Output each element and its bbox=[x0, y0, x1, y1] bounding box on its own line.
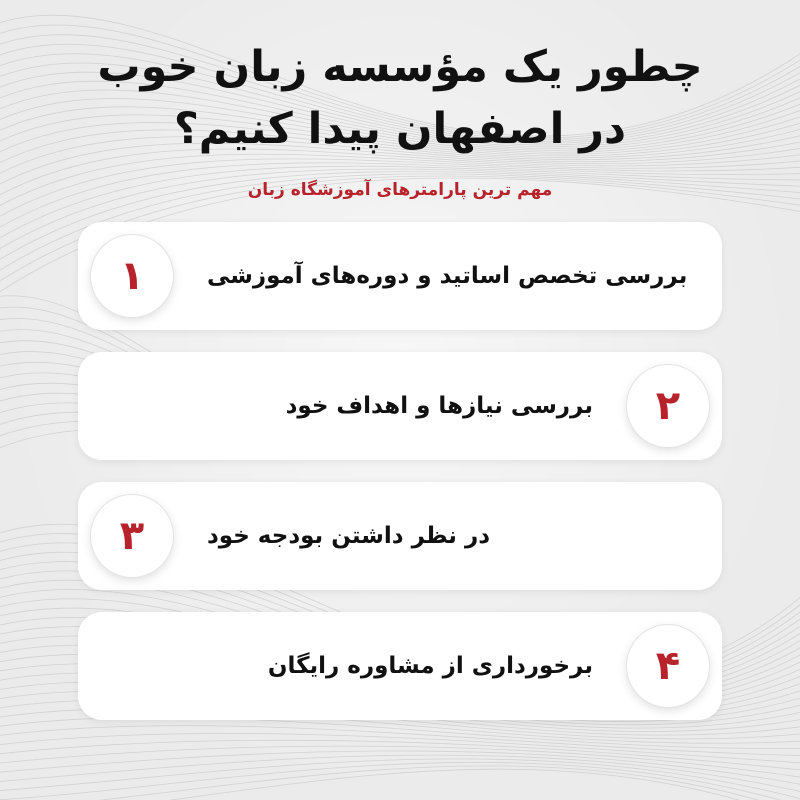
step-text: در نظر داشتن بودجه خود bbox=[207, 523, 490, 549]
step-text: برخورداری از مشاوره رایگان bbox=[267, 653, 593, 679]
wave-line bbox=[0, 740, 800, 772]
step-text: بررسی تخصص اساتید و دوره‌های آموزشی bbox=[207, 263, 688, 289]
wave-line bbox=[0, 717, 800, 748]
step-number-badge bbox=[91, 235, 173, 317]
wave-line bbox=[0, 759, 800, 800]
page-title bbox=[0, 36, 800, 160]
wave-line bbox=[0, 755, 800, 796]
wave-line bbox=[0, 762, 800, 800]
step-number-badge bbox=[627, 625, 709, 707]
step-card-1 bbox=[78, 222, 722, 330]
step-card-4 bbox=[78, 612, 722, 720]
step-number: ۴ bbox=[655, 643, 681, 689]
wave-line bbox=[0, 769, 800, 800]
step-card-3 bbox=[78, 482, 722, 590]
step-number: ۳ bbox=[119, 513, 145, 559]
step-number-badge bbox=[627, 365, 709, 447]
title-line-1: چطور یک مؤسسه زبان خوب bbox=[97, 42, 703, 92]
title-line-2: در اصفهان پیدا کنیم؟ bbox=[173, 104, 627, 154]
subtitle: مهم ترین پارامترهای آموزشگاه زبان bbox=[247, 180, 553, 200]
step-card-2 bbox=[78, 352, 722, 460]
wave-line bbox=[0, 726, 800, 756]
step-text: بررسی نیازها و اهداف خود bbox=[285, 393, 593, 419]
step-number-badge bbox=[91, 495, 173, 577]
step-number: ۲ bbox=[655, 383, 681, 429]
step-number: ۱ bbox=[119, 253, 145, 299]
